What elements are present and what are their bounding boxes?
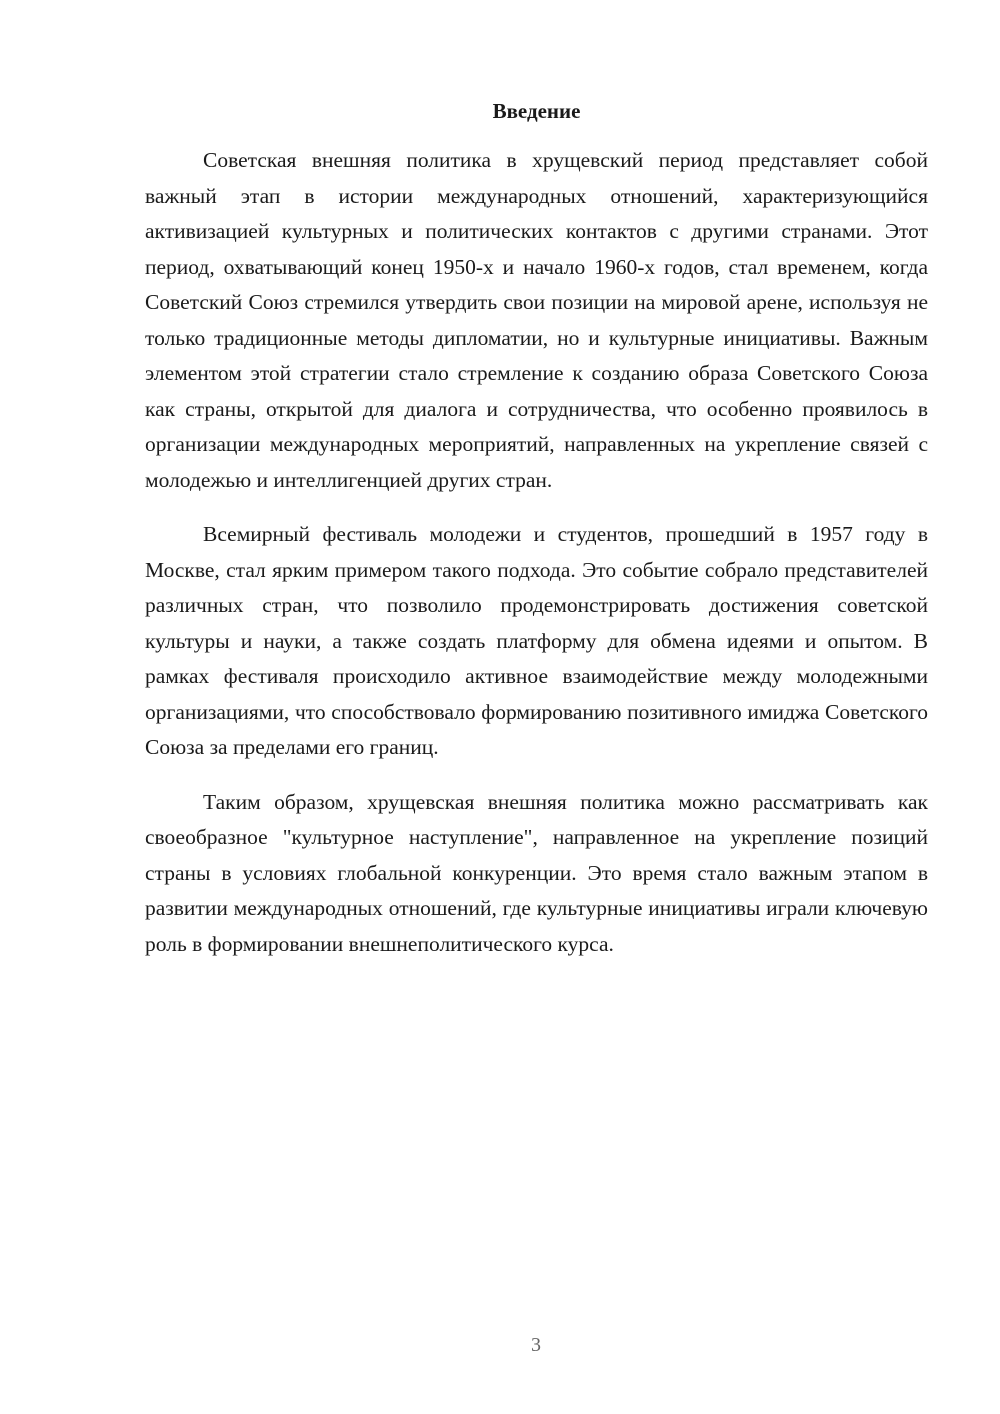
section-heading: Введение — [492, 99, 581, 123]
paragraph-1: Советская внешняя политика в хрущевский период представляет собой важный этап в истории международных отношений, характеризующийся активизацией культурных и политических контактов с другими странами. Этот период, охватывающий конец 1950-х и начало 1960-х годов, стал временем, когда Советский Союз стремился утвердить свои позиции на мировой арене, используя не только традиционные методы дипломатии, но и культурные инициативы. Важным элементом этой стратегии стало стремление к созданию образа Советского Союза как страны, открытой для диалога и сотрудничества, что особенно проявилось в организации международных мероприятий, направленных на укрепление связей с молодежью и интеллигенцией других стран. — [145, 148, 928, 492]
paragraph-2: Всемирный фестиваль молодежи и студентов, прошедший в 1957 году в Москве, стал ярким примером такого подхода. Это событие собрало представителей различных стран, что позволило продемонстрировать достижения советской культуры и науки, а также создать платформу для обмена идеями и опытом. В рамках фестиваля происходило активное взаимодействие между молодежными организациями, что способствовало формированию позитивного имиджа Советского Союза за пределами его границ. — [145, 522, 928, 759]
paragraph-3: Таким образом, хрущевская внешняя политика можно рассматривать как своеобразное "культурное наступление", направленное на укрепление позиций страны в условиях глобальной конкуренции. Это время стало важным этапом в развитии международных отношений, где культурные инициативы играли ключевую роль в формировании внешнеполитического курса. — [145, 789, 928, 956]
page-number: 3 — [531, 1334, 541, 1356]
body-text — [145, 143, 928, 981]
